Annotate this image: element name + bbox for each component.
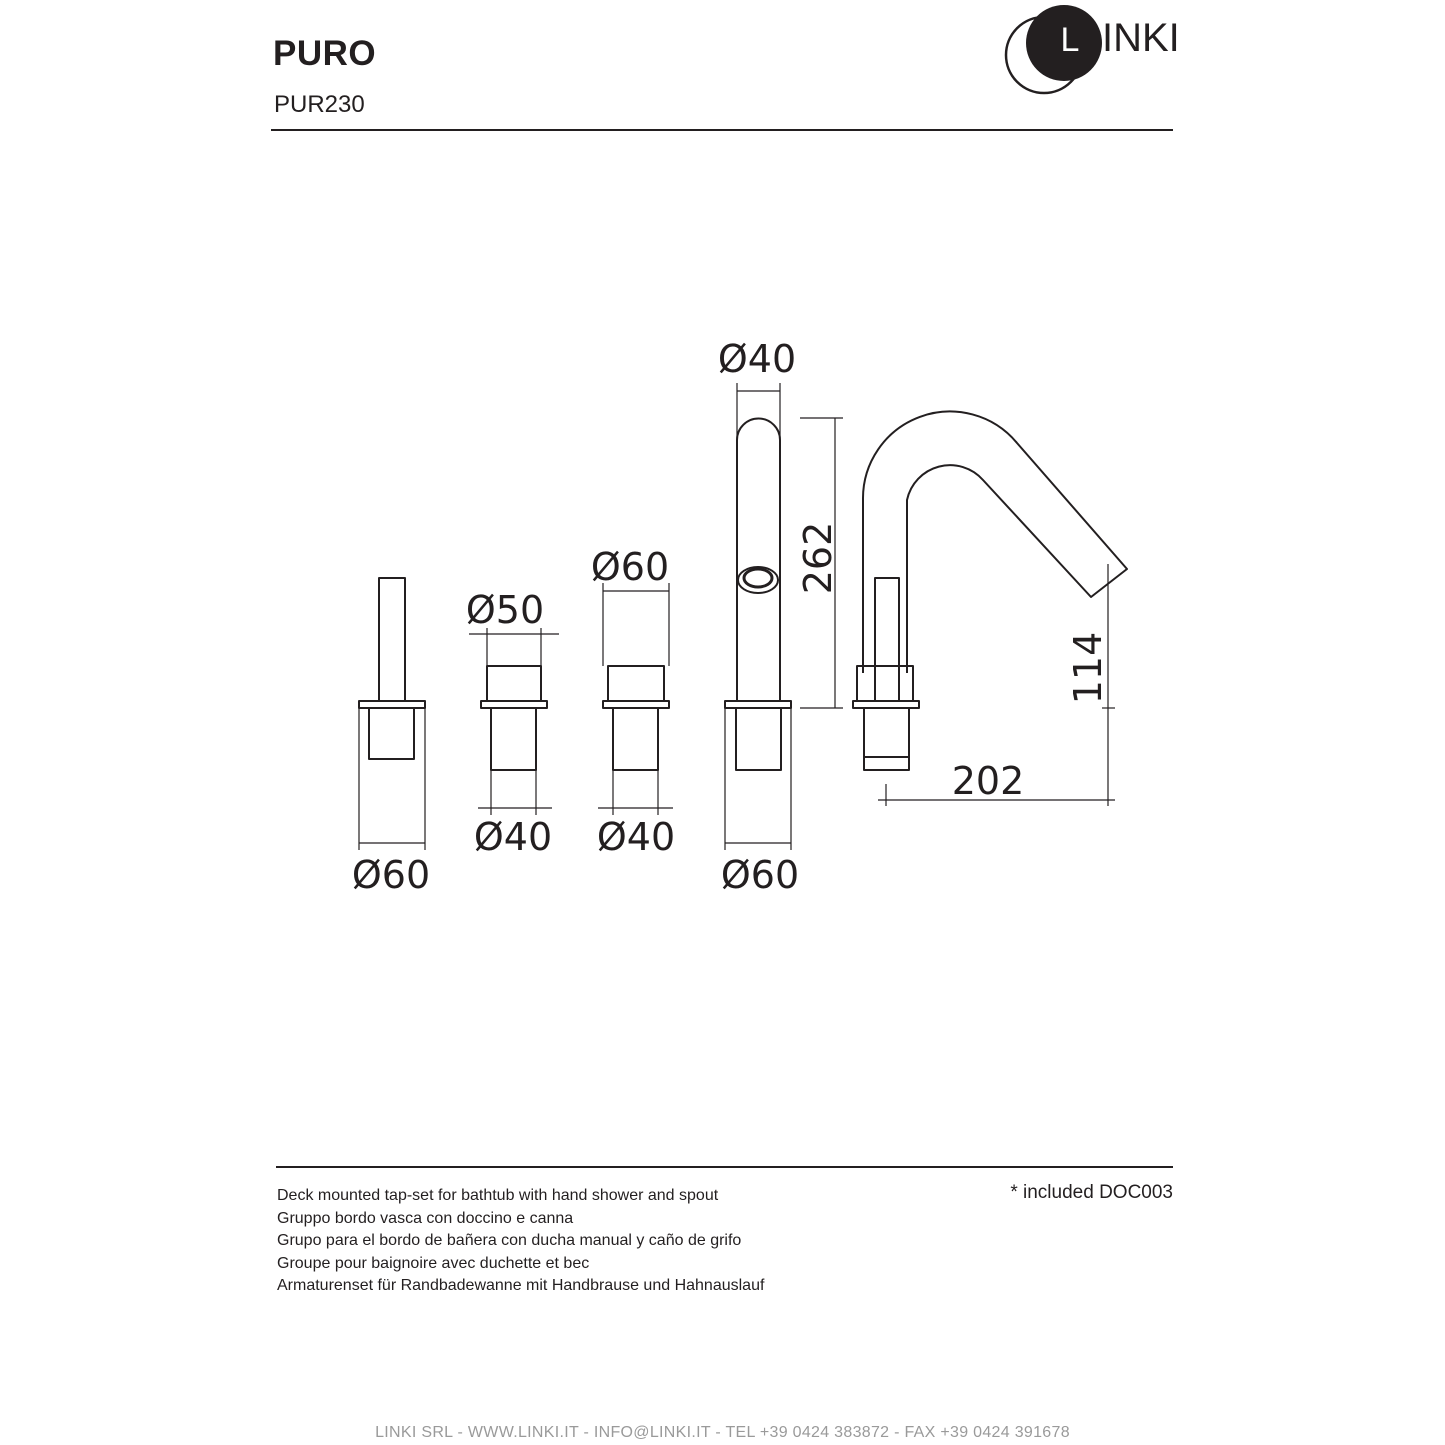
description-line-it: Gruppo bordo vasca con doccino e canna	[277, 1209, 574, 1227]
product-code: PUR230	[274, 91, 365, 118]
company-footer: LINKI SRL - WWW.LINKI.IT - INFO@LINKI.IT - TEL +39 0424 383872 - FAX +39 0424 391678	[375, 1424, 1070, 1441]
dim-handle-large-top: Ø60	[590, 545, 670, 589]
dim-spout-height: 114	[1066, 631, 1110, 705]
product-title: PURO	[273, 34, 377, 73]
dim-shower-height: 262	[796, 521, 840, 595]
footer-divider	[276, 1166, 1173, 1168]
product-description	[277, 1185, 764, 1298]
logo-initial: L	[1060, 21, 1080, 59]
dim-shower-base: Ø60	[720, 853, 800, 897]
included-note: * included DOC003	[1010, 1182, 1173, 1203]
description-line-de: Armaturenset für Randbadewanne mit Handbrause und Hahnauslauf	[277, 1277, 765, 1294]
dim-handle-large-bottom: Ø40	[596, 815, 676, 859]
mixer-handle-large	[603, 666, 669, 770]
description-line-en: Deck mounted tap-set for bathtub with hand shower and spout	[277, 1187, 719, 1204]
description-line-es: Grupo para el bordo de bañera con ducha manual y caño de grifo	[277, 1232, 742, 1249]
dim-shower-top: Ø40	[717, 337, 797, 381]
spout	[853, 411, 1127, 770]
logo-text: INKI	[1102, 16, 1180, 60]
handshower-holder	[359, 578, 425, 759]
description-line-fr: Groupe pour baignoire avec duchette et bec	[277, 1254, 590, 1272]
mixer-handle-small	[481, 666, 547, 770]
dim-handshower-base: Ø60	[351, 853, 431, 897]
dim-handle-small-top: Ø50	[465, 588, 545, 632]
dim-spout-reach: 202	[951, 759, 1025, 803]
dim-handle-small-bottom: Ø40	[473, 815, 553, 859]
hand-shower	[725, 419, 791, 771]
